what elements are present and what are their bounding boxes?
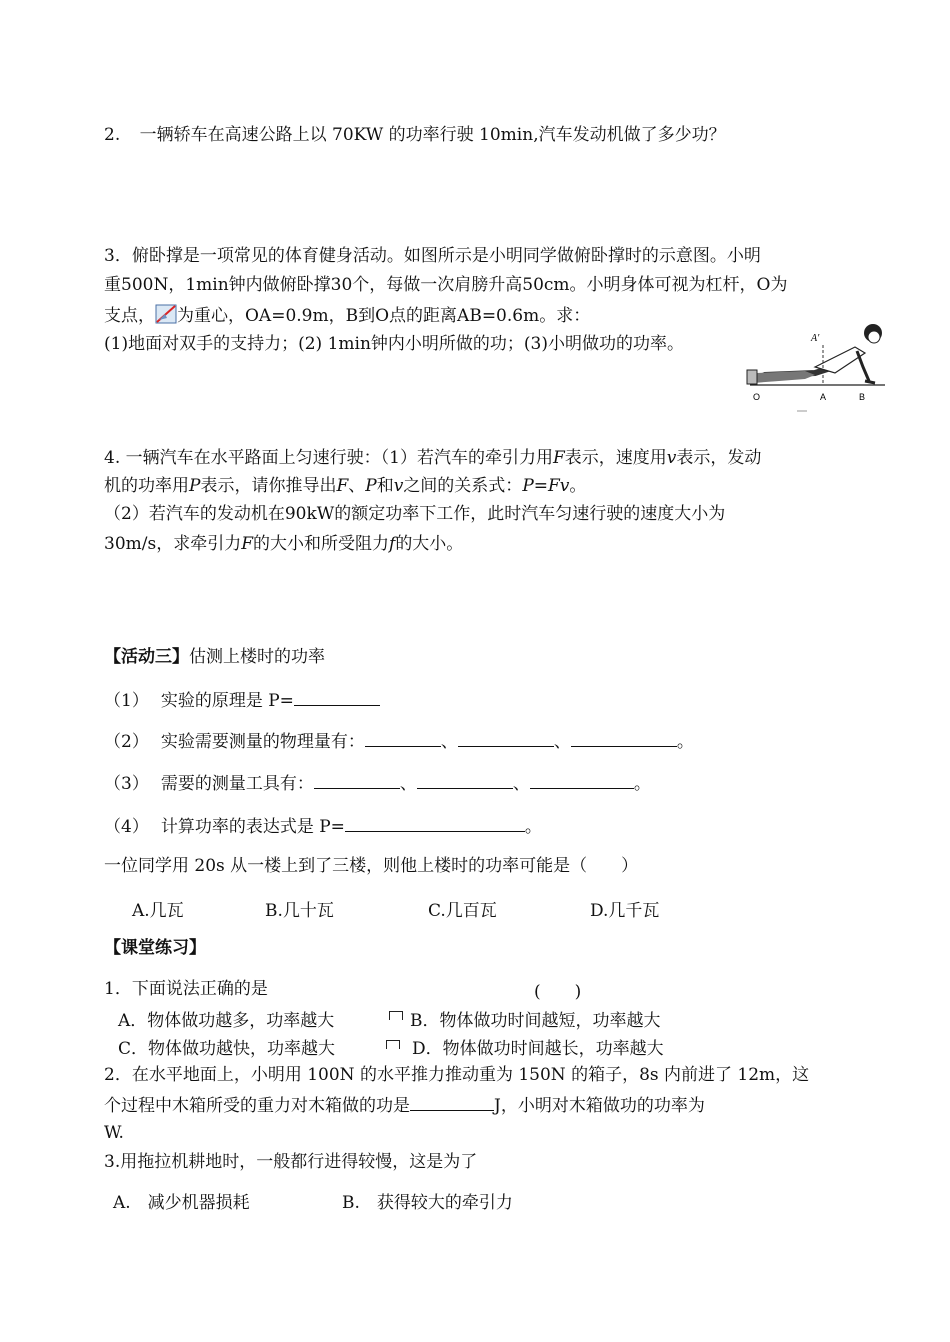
q3-line-4: (1)地面对双手的支持力；(2) 1min钟内小明所做的功；(3)小明做功的功率。	[104, 334, 684, 354]
practice-q1-option-b[interactable]: B．物体做功时间越短，功率越大	[410, 1011, 661, 1031]
practice-q1-option-a[interactable]: A．物体做功越多，功率越大	[118, 1011, 335, 1031]
practice-q2-line-1: 2．在水平地面上，小明用 100N 的水平推力推动重为 150N 的箱子，8s 内前进了 12m，这	[104, 1065, 810, 1085]
q4-line-1: 4. 一辆汽车在水平路面上匀速行驶：（1）若汽车的牵引力用F表示，速度用v表示，发动	[104, 448, 762, 468]
answer-blank[interactable]	[458, 728, 554, 747]
question-2	[104, 120, 726, 145]
activity3-item-1: （1） 实验的原理是 P=	[104, 687, 380, 713]
activity3-item-4: （4） 计算功率的表达式是 P= 。	[104, 813, 542, 839]
practice-q1: 1．下面说法正确的是	[104, 979, 268, 999]
option-d[interactable]: D.几千瓦	[590, 901, 660, 921]
pushup-figure	[745, 315, 890, 415]
practice-q1-option-c[interactable]: C．物体做功越快，功率越大	[118, 1039, 336, 1059]
answer-blank[interactable]	[571, 728, 677, 747]
label-a: A	[820, 392, 827, 402]
q4-line-4: 30m/s，求牵引力F的大小和所受阻力f的大小。	[104, 534, 464, 554]
answer-blank[interactable]	[410, 1092, 494, 1111]
activity3-item-3: （3） 需要的测量工具有： 、 、 。	[104, 770, 651, 796]
question-text: 一辆轿车在高速公路上以 70KW 的功率行驶 10min,汽车发动机做了多少功？	[139, 125, 726, 145]
answer-blank[interactable]	[417, 770, 513, 789]
practice-q1-paren: ( )	[534, 982, 582, 1002]
activity3-item-2: （2） 实验需要测量的物理量有： 、 、 。	[104, 728, 694, 754]
q3-line-2: 重500N，1min钟内做俯卧撑30个，每做一次肩膀升高50cm。小明身体可视为杠杆，O为	[104, 275, 788, 295]
activity3-title: 【活动三】估测上楼时的功率	[104, 647, 325, 667]
q3-line-3: 支点， 为重心，OA=0.9m，B到O点的距离AB=0.6m。求：	[104, 306, 591, 326]
practice-q1-option-d[interactable]: D．物体做功时间越长，功率越大	[412, 1039, 664, 1059]
small-bracket-mark	[386, 1040, 400, 1049]
practice-q3-option-b[interactable]: B. 获得较大的牵引力	[342, 1193, 513, 1213]
label-o: O	[753, 392, 761, 402]
option-a[interactable]: A.几瓦	[132, 901, 184, 921]
practice-q3: 3.用拖拉机耕地时，一般都行进得较慢，这是为了	[104, 1152, 478, 1172]
answer-blank[interactable]	[530, 770, 634, 789]
practice-q2-line-3: W.	[104, 1123, 124, 1143]
option-b[interactable]: B.几十瓦	[265, 901, 334, 921]
practice-q2-line-2: 个过程中木箱所受的重力对木箱做的功是 J，小明对木箱做功的功率为	[104, 1092, 705, 1118]
q4-line-2: 机的功率用P表示，请你推导出F、P和v之间的关系式：P=Fv。	[104, 476, 587, 496]
answer-blank[interactable]	[365, 728, 441, 747]
q4-line-3: （2）若汽车的发动机在90kW的额定功率下工作，此时汽车匀速行驶的速度大小为	[104, 504, 726, 524]
option-c[interactable]: C.几百瓦	[428, 901, 497, 921]
practice-q3-option-a[interactable]: A. 减少机器损耗	[113, 1193, 250, 1213]
q3-line-1: 3．俯卧撑是一项常见的体育健身活动。如图所示是小明同学做俯卧撑时的示意图。小明	[104, 246, 761, 266]
center-of-gravity-icon	[155, 304, 177, 324]
answer-blank[interactable]	[314, 770, 400, 789]
practice-title: 【课堂练习】	[104, 938, 206, 958]
answer-blank[interactable]	[345, 813, 525, 832]
small-bracket-mark	[389, 1011, 403, 1020]
label-a-prime: A′	[811, 333, 820, 344]
question-number: 2.	[104, 125, 121, 145]
label-b: B	[859, 392, 866, 402]
answer-blank[interactable]	[294, 687, 380, 706]
activity3-question: 一位同学用 20s 从一楼上到了三楼，则他上楼时的功率可能是（ ）	[104, 856, 639, 876]
